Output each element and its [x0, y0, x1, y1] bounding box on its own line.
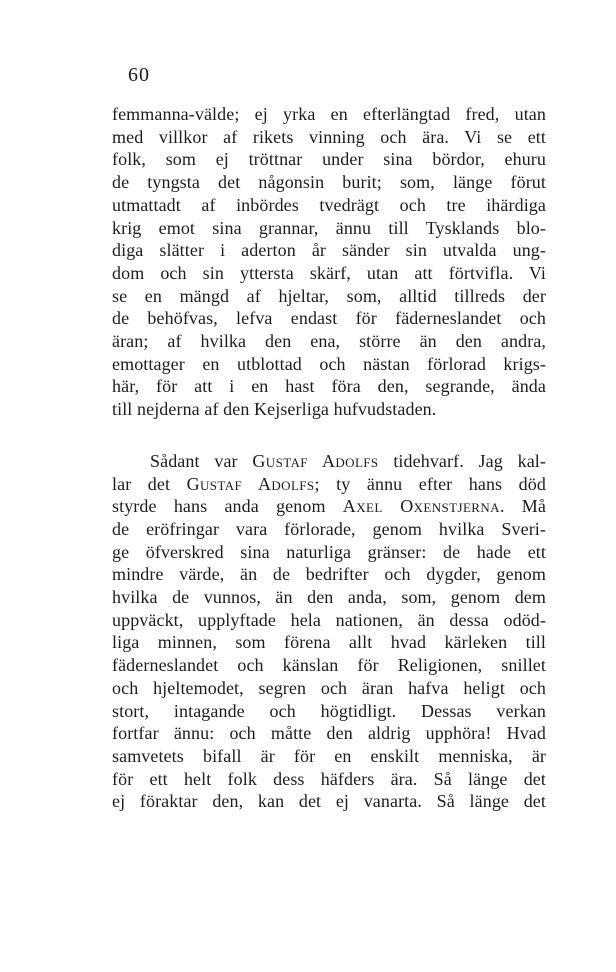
- text-line: ge öfverskred sina naturliga gränser: de hade ett: [112, 541, 546, 562]
- text-line: femmanna-välde; ej yrka en efterlängtad fred, utan: [112, 104, 546, 124]
- text-segment: Sådant var: [150, 450, 253, 471]
- text-line: samvetets bifall är för en enskilt menniska, är: [112, 745, 546, 766]
- smallcaps-name: Gustaf Adolfs: [186, 473, 315, 494]
- text-line: diga slätter i aderton år sänder sin utvalda ung-: [112, 240, 546, 261]
- text-line: dom och sin yttersta skärf, utan att förtvifla. Vi: [112, 262, 546, 283]
- text-line: uppväckt, upplyftade hela nationen, än dessa odöd-: [112, 609, 546, 630]
- body-text: [112, 103, 546, 813]
- text-line: de eröfringar vara förlorade, genom hvilka Sveri-: [112, 518, 546, 539]
- text-line: här, för att i en hast föra den, segrande, ända: [112, 376, 546, 397]
- paragraph-gap: [112, 421, 546, 450]
- text-line: de tyngsta det någonsin burit; som, länge förut: [112, 172, 546, 193]
- text-line: äran; af hvilka den ena, större än den andra,: [112, 331, 546, 352]
- text-line: och hjeltemodet, segren och äran hafva heligt och: [112, 677, 546, 698]
- text-line: emottager en utblottad och nästan förlorad krigs-: [112, 353, 546, 374]
- paragraph-1: [112, 103, 546, 421]
- text-line: [112, 495, 546, 518]
- text-line: mindre värde, än de bedrifter och dygder, genom: [112, 564, 546, 585]
- smallcaps-name: Gustaf Adolfs: [252, 450, 379, 471]
- text-line: stort, intagande och högtidligt. Dessas verkan: [112, 700, 546, 721]
- text-segment: ; ty ännu efter hans död: [314, 473, 546, 494]
- smallcaps-name: Axel Oxenstjerna: [342, 496, 500, 517]
- text-line: för ett helt folk dess häfders ära. Så länge det: [112, 768, 546, 789]
- text-line: fäderneslandet och känslan för Religionen, snillet: [112, 655, 546, 676]
- text-line: till nejderna af den Kejserliga hufvudstaden.: [112, 399, 437, 420]
- text-line: utmattadt af inbördes tvedrägt och tre ihärdiga: [112, 194, 546, 215]
- paragraph-2: [112, 450, 546, 813]
- text-line: [112, 450, 546, 473]
- text-segment: tidehvarf. Jag kal-: [378, 450, 546, 471]
- text-segment: lar det: [112, 473, 187, 494]
- text-segment: styrde hans anda genom: [112, 496, 343, 517]
- text-line: ej föraktar den, kan det ej vanarta. Så länge det: [112, 791, 546, 812]
- page-number: 60: [128, 64, 150, 86]
- text-line: folk, som ej tröttnar under sina bördor, ehuru: [112, 149, 546, 170]
- text-line: liga minnen, som förena allt hvad kärleken till: [112, 632, 546, 653]
- text-line: fortfar ännu: och måtte den aldrig upphöra! Hvad: [112, 723, 546, 744]
- text-segment: . Må: [499, 496, 546, 517]
- text-line: hvilka de vunnos, än den anda, som, genom dem: [112, 587, 546, 608]
- text-line: [112, 473, 546, 496]
- text-line: med villkor af rikets vinning och ära. Vi se ett: [112, 126, 546, 147]
- text-line: se en mängd af hjeltar, som, alltid tillreds der: [112, 285, 546, 306]
- text-line: de behöfvas, lefva endast för fäderneslandet och: [112, 308, 546, 329]
- text-line: krig emot sina grannar, ännu till Tysklands blo-: [112, 217, 546, 238]
